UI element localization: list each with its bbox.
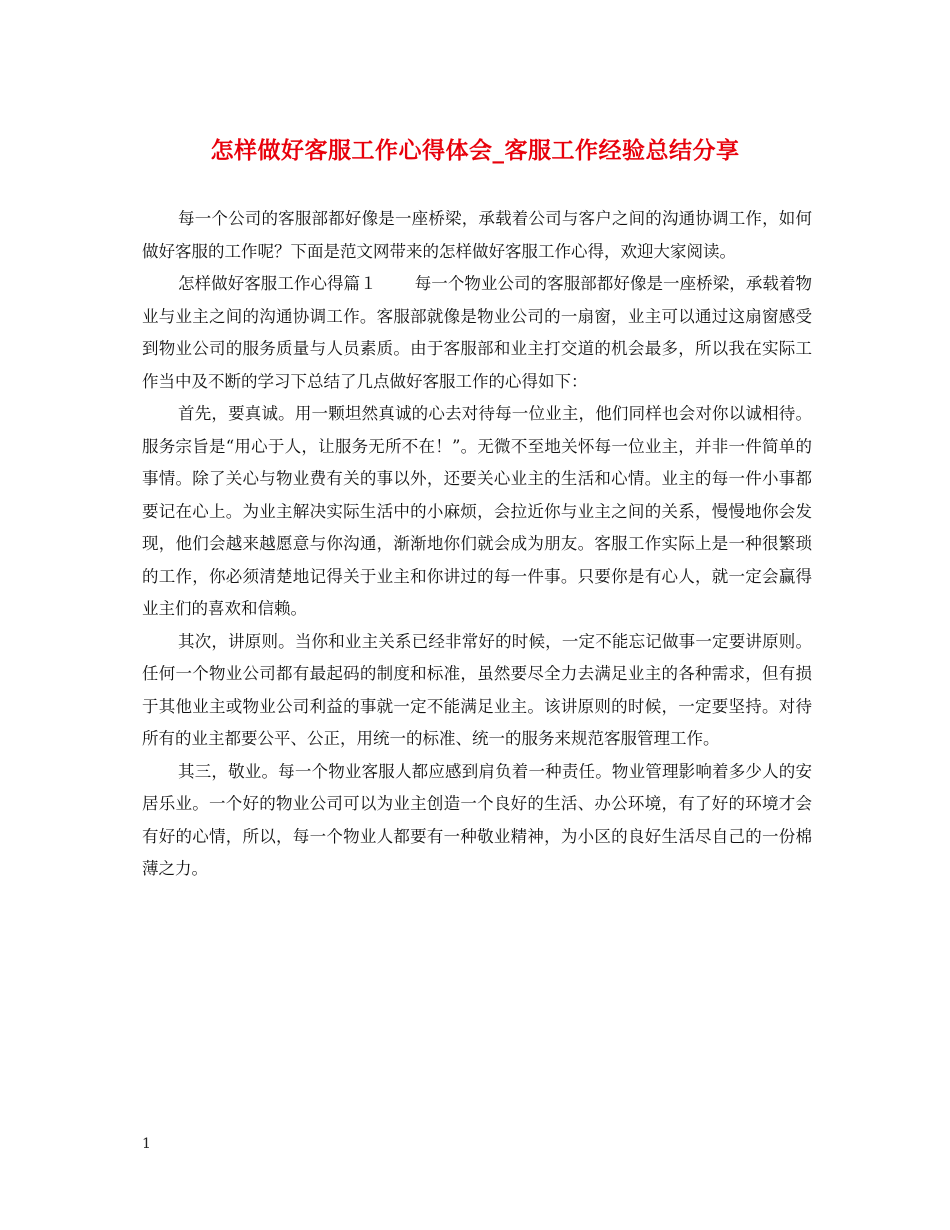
section-heading: 怎样做好客服工作心得篇１	[178, 274, 377, 293]
paragraph-sincerity: 首先，要真诚。用一颗坦然真诚的心去对待每一位业主，他们同样也会对你以诚相待。服务宗旨是“用心于人，让服务无所不在！”。无微不至地关怀每一位业主，并非一件简单的事情。除了关心与物业费有关的事以外，还要关心业主的生活和心情。业主的每一件小事都要记在心上。为业主解决实际生活中的小麻烦，会拉近你与业主之间的关系，慢慢地你会发现，他们会越来越愿意与你沟通，渐渐地你们就会成为朋友。客服工作实际上是一种很繁琐的工作，你必须清楚地记得关于业主和你讲过的每一件事。只要你是有心人，就一定会赢得业主们的喜欢和信赖。	[142, 404, 812, 618]
intro-paragraph: 每一个公司的客服部都好像是一座桥梁，承载着公司与客户之间的沟通协调工作，如何做好客服的工作呢？下面是范文网带来的怎样做好客服工作心得，欢迎大家阅读。	[142, 209, 812, 261]
document-body	[142, 203, 812, 886]
document-title: 怎样做好客服工作心得体会_客服工作经验总结分享	[210, 138, 740, 164]
section-one-paragraph	[142, 268, 812, 398]
paragraph-dedication: 其三，敬业。每一个物业客服人都应感到肩负着一种责任。物业管理影响着多少人的安居乐业。一个好的物业公司可以为业主创造一个良好的生活、办公环境，有了好的环境才会有好的心情，所以，每一个物业人都要有一种敬业精神，为小区的良好生活尽自己的一份棉薄之力。	[142, 761, 812, 878]
page-number: 1	[142, 1136, 151, 1152]
paragraph-principle: 其次，讲原则。当你和业主关系已经非常好的时候，一定不能忘记做事一定要讲原则。任何一个物业公司都有最起码的制度和标准，虽然要尽全力去满足业主的各种需求，但有损于其他业主或物业公司利益的事就一定不能满足业主。该讲原则的时候，一定要坚持。对待所有的业主都要公平、公正，用统一的标准、统一的服务来规范客服管理工作。	[142, 631, 812, 748]
section-first-paragraph: 每一个物业公司的客服部都好像是一座桥梁，承载着物业与业主之间的沟通协调工作。客服部就像是物业公司的一扇窗，业主可以通过这扇窗感受到物业公司的服务质量与人员素质。由于客服部和业主打交道的机会最多，所以我在实际工作当中及不断的学习下总结了几点做好客服工作的心得如下：	[142, 274, 813, 391]
